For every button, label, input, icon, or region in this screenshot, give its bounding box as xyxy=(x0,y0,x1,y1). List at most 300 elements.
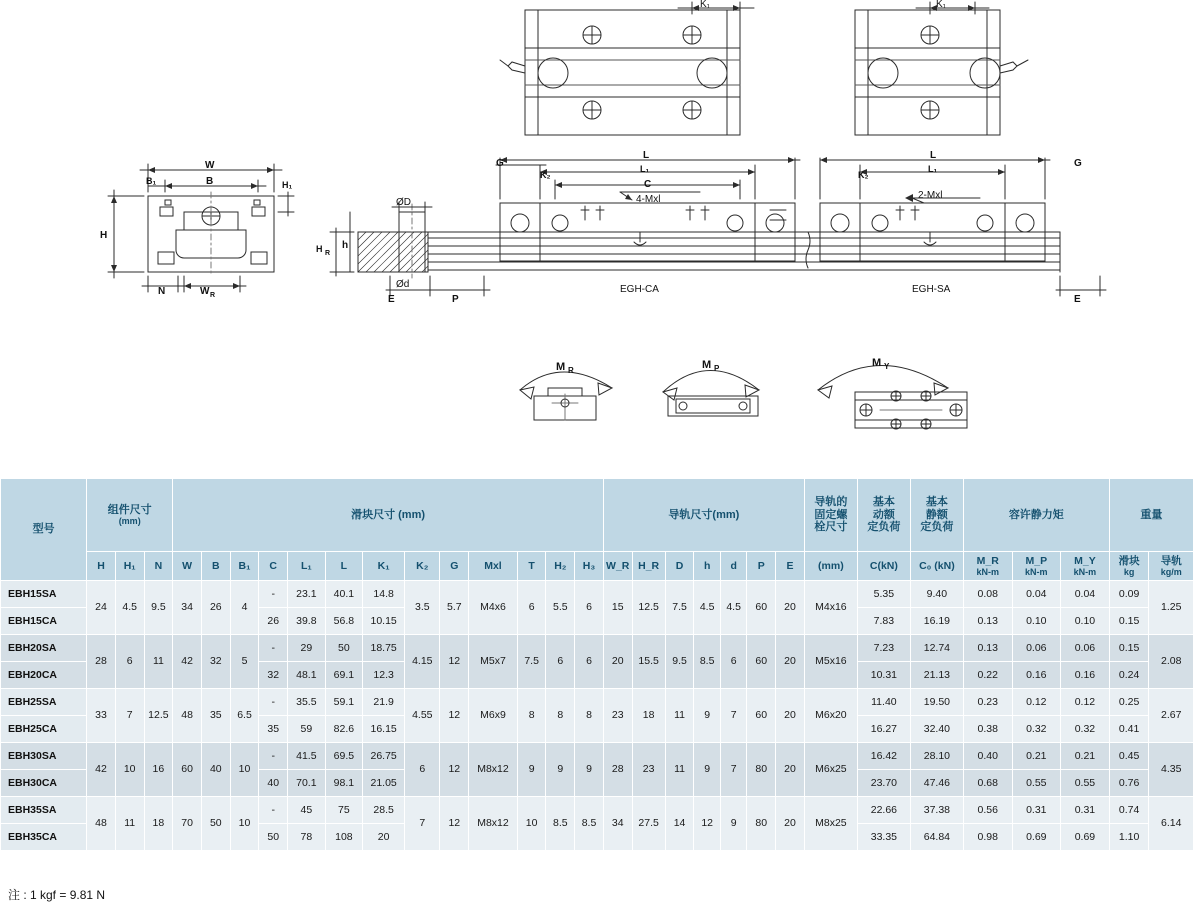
cell-N: 11 xyxy=(144,635,173,689)
th-bolt-unit: (mm) xyxy=(804,552,857,581)
label-hr-sub: R xyxy=(325,250,331,257)
cell-T: 9 xyxy=(517,743,546,797)
cell-bolt: M8x25 xyxy=(804,797,857,851)
cell-h: 4.5 xyxy=(694,581,721,635)
cell-K1: 16.15 xyxy=(363,716,405,743)
label-k1-right: K₁ xyxy=(936,0,947,10)
cell-K2: 4.15 xyxy=(405,635,440,689)
cell-w_block: 0.15 xyxy=(1109,635,1149,662)
cell-P: 80 xyxy=(747,743,776,797)
cell-w_block: 1.10 xyxy=(1109,824,1149,851)
cell-C0: 12.74 xyxy=(910,635,963,662)
cell-MY: 0.31 xyxy=(1061,797,1110,824)
th-sta-l1: 基本 xyxy=(925,496,948,509)
cell-C0: 9.40 xyxy=(910,581,963,608)
th-mr xyxy=(963,552,1012,581)
cell-L: 69.5 xyxy=(325,743,363,770)
th-sta-l3: 定负荷 xyxy=(920,521,954,534)
label-mr: M xyxy=(556,361,566,373)
cell-bolt: M5x16 xyxy=(804,635,857,689)
cell-w_block: 0.09 xyxy=(1109,581,1149,608)
label-c: C xyxy=(644,179,652,190)
cell-MR: 0.22 xyxy=(963,662,1012,689)
label-my-sub: Y xyxy=(884,362,890,371)
th-h: h xyxy=(694,552,721,581)
label-l1-right: L₁ xyxy=(928,164,938,174)
cell-C0: 19.50 xyxy=(910,689,963,716)
th-P: P xyxy=(747,552,776,581)
table-row xyxy=(1,689,1194,716)
cell-C_dyn: 11.40 xyxy=(857,689,910,716)
th-mp-unit: kN-m xyxy=(1025,566,1048,577)
label-e-right: E xyxy=(1074,294,1081,305)
th-E: E xyxy=(776,552,805,581)
th-my-unit: kN-m xyxy=(1073,566,1097,577)
cell-K1: 28.5 xyxy=(363,797,405,824)
cell-WR: 23 xyxy=(603,689,632,743)
cell-MY: 0.32 xyxy=(1061,716,1110,743)
cell-K1: 20 xyxy=(363,824,405,851)
cell-bolt: M6x20 xyxy=(804,689,857,743)
label-l-left: L xyxy=(643,150,650,161)
th-B: B xyxy=(201,552,230,581)
th-weight-rail-label: 导轨 xyxy=(1160,554,1182,567)
cell-MP: 0.16 xyxy=(1012,662,1061,689)
cell-N: 18 xyxy=(144,797,173,851)
th-H2: H₂ xyxy=(546,552,575,581)
cell-w_block: 0.15 xyxy=(1109,608,1149,635)
side-view-ca xyxy=(330,157,1060,296)
th-dyn-l2: 动额 xyxy=(872,508,895,521)
footnote: 注 : 1 kgf = 9.81 N xyxy=(8,888,106,902)
cell-L1: 23.1 xyxy=(288,581,326,608)
th-weight-rail-unit: kg/m xyxy=(1160,566,1182,577)
cell-B1: 4 xyxy=(230,581,259,635)
cell-MY: 0.21 xyxy=(1061,743,1110,770)
cell-MR: 0.38 xyxy=(963,716,1012,743)
cell-w_rail: 4.35 xyxy=(1149,743,1194,797)
cell-model: EBH20SA xyxy=(1,635,87,662)
cell-C: - xyxy=(259,797,288,824)
cell-P: 60 xyxy=(747,635,776,689)
label-2mxl: 2-Mxl xyxy=(918,190,943,201)
section-view-front xyxy=(108,164,294,292)
cell-d: 9 xyxy=(720,797,747,851)
cell-h: 8.5 xyxy=(694,635,721,689)
cell-W: 42 xyxy=(173,635,202,689)
cell-H2: 8.5 xyxy=(546,797,575,851)
cell-C0: 16.19 xyxy=(910,608,963,635)
cell-L1: 35.5 xyxy=(288,689,326,716)
cell-L: 50 xyxy=(325,635,363,662)
label-egh-sa: EGH-SA xyxy=(912,284,951,295)
th-my-label: M_Y xyxy=(1074,554,1096,567)
cell-model: EBH15SA xyxy=(1,581,87,608)
label-h-small: h xyxy=(342,240,349,251)
cell-MP: 0.55 xyxy=(1012,770,1061,797)
cell-MP: 0.32 xyxy=(1012,716,1061,743)
cell-K1: 14.8 xyxy=(363,581,405,608)
cell-MY: 0.04 xyxy=(1061,581,1110,608)
cell-W: 60 xyxy=(173,743,202,797)
cell-L: 69.1 xyxy=(325,662,363,689)
cell-C_dyn: 16.27 xyxy=(857,716,910,743)
cell-C0: 47.46 xyxy=(910,770,963,797)
cell-MP: 0.31 xyxy=(1012,797,1061,824)
table-head xyxy=(1,479,1194,581)
th-K1: K₁ xyxy=(363,552,405,581)
th-dyn-l1: 基本 xyxy=(872,496,895,509)
table-row xyxy=(1,743,1194,770)
th-L: L xyxy=(325,552,363,581)
th-WR: W_R xyxy=(603,552,632,581)
cell-Mxl: M4x6 xyxy=(469,581,518,635)
cell-B1: 10 xyxy=(230,797,259,851)
th-K2: K₂ xyxy=(405,552,440,581)
th-H3: H₃ xyxy=(575,552,604,581)
cell-Mxl: M5x7 xyxy=(469,635,518,689)
cell-L1: 70.1 xyxy=(288,770,326,797)
label-wr: W xyxy=(200,286,210,297)
cell-B1: 5 xyxy=(230,635,259,689)
th-rail-bolt-l3: 栓尺寸 xyxy=(814,521,848,534)
cell-L: 108 xyxy=(325,824,363,851)
table-body xyxy=(1,581,1194,851)
moment-diagrams xyxy=(520,365,967,429)
cell-MR: 0.68 xyxy=(963,770,1012,797)
cell-h: 9 xyxy=(694,743,721,797)
cell-H2: 5.5 xyxy=(546,581,575,635)
cell-E: 20 xyxy=(776,581,805,635)
cell-WR: 15 xyxy=(603,581,632,635)
cell-H2: 6 xyxy=(546,635,575,689)
label-hr: H xyxy=(316,244,323,254)
th-Mxl: Mxl xyxy=(469,552,518,581)
th-weight-block xyxy=(1109,552,1149,581)
th-HR: H_R xyxy=(632,552,665,581)
th-weight-block-unit: kg xyxy=(1123,566,1135,577)
th-L1: L₁ xyxy=(288,552,326,581)
label-p: P xyxy=(452,294,459,305)
cell-L: 59.1 xyxy=(325,689,363,716)
cell-bolt: M6x25 xyxy=(804,743,857,797)
cell-H: 42 xyxy=(87,743,116,797)
cell-L: 75 xyxy=(325,797,363,824)
th-dyn-unit: C(kN) xyxy=(857,552,910,581)
cell-G: 5.7 xyxy=(440,581,469,635)
cell-B1: 10 xyxy=(230,743,259,797)
cell-w_block: 0.25 xyxy=(1109,689,1149,716)
cell-C_dyn: 7.23 xyxy=(857,635,910,662)
cell-h: 12 xyxy=(694,797,721,851)
th-H: H xyxy=(87,552,116,581)
cell-H1: 4.5 xyxy=(115,581,144,635)
cell-L: 82.6 xyxy=(325,716,363,743)
cell-H: 24 xyxy=(87,581,116,635)
th-D: D xyxy=(665,552,694,581)
cell-H1: 6 xyxy=(115,635,144,689)
top-view-ca xyxy=(500,2,754,135)
cell-MP: 0.04 xyxy=(1012,581,1061,608)
th-B1: B₁ xyxy=(230,552,259,581)
cell-B: 40 xyxy=(201,743,230,797)
table-row xyxy=(1,581,1194,608)
th-my xyxy=(1061,552,1110,581)
cell-K1: 18.75 xyxy=(363,635,405,662)
cell-C0: 28.10 xyxy=(910,743,963,770)
th-G: G xyxy=(440,552,469,581)
label-h: H xyxy=(100,230,108,241)
table-row xyxy=(1,635,1194,662)
cell-model: EBH35SA xyxy=(1,797,87,824)
cell-MR: 0.56 xyxy=(963,797,1012,824)
cell-model: EBH20CA xyxy=(1,662,87,689)
cell-W: 70 xyxy=(173,797,202,851)
cell-w_rail: 1.25 xyxy=(1149,581,1194,635)
cell-E: 20 xyxy=(776,635,805,689)
cell-C_dyn: 23.70 xyxy=(857,770,910,797)
cell-w_block: 0.76 xyxy=(1109,770,1149,797)
cell-model: EBH15CA xyxy=(1,608,87,635)
cell-K1: 21.05 xyxy=(363,770,405,797)
cell-L: 40.1 xyxy=(325,581,363,608)
label-mp: M xyxy=(702,359,712,371)
label-b1: B₁ xyxy=(146,176,157,186)
cell-L: 56.8 xyxy=(325,608,363,635)
cell-MP: 0.21 xyxy=(1012,743,1061,770)
cell-E: 20 xyxy=(776,797,805,851)
cell-D: 11 xyxy=(665,689,694,743)
cell-L1: 78 xyxy=(288,824,326,851)
th-moment: 容许静力矩 xyxy=(963,479,1109,552)
label-k2-left: K₂ xyxy=(540,170,551,180)
cell-d: 4.5 xyxy=(720,581,747,635)
cell-B: 32 xyxy=(201,635,230,689)
cell-P: 80 xyxy=(747,797,776,851)
cell-MY: 0.12 xyxy=(1061,689,1110,716)
cell-K1: 21.9 xyxy=(363,689,405,716)
th-N: N xyxy=(144,552,173,581)
cell-L1: 59 xyxy=(288,716,326,743)
cell-W: 34 xyxy=(173,581,202,635)
cell-G: 12 xyxy=(440,689,469,743)
cell-K2: 7 xyxy=(405,797,440,851)
th-rail-bolt-l1: 导轨的 xyxy=(814,496,848,509)
cell-H1: 10 xyxy=(115,743,144,797)
label-od-small: Ød xyxy=(396,279,410,290)
cell-B: 35 xyxy=(201,689,230,743)
cell-C: 32 xyxy=(259,662,288,689)
cell-H3: 6 xyxy=(575,581,604,635)
cell-D: 9.5 xyxy=(665,635,694,689)
cell-H3: 9 xyxy=(575,743,604,797)
cell-H3: 8.5 xyxy=(575,797,604,851)
cell-w_block: 0.24 xyxy=(1109,662,1149,689)
cell-C_dyn: 5.35 xyxy=(857,581,910,608)
cell-bolt: M4x16 xyxy=(804,581,857,635)
label-e-left: E xyxy=(388,294,395,305)
cell-C: 35 xyxy=(259,716,288,743)
label-n: N xyxy=(158,286,166,297)
th-C: C xyxy=(259,552,288,581)
th-H1: H₁ xyxy=(115,552,144,581)
cell-D: 7.5 xyxy=(665,581,694,635)
cell-T: 8 xyxy=(517,689,546,743)
th-static-load xyxy=(910,479,963,552)
cell-H2: 9 xyxy=(546,743,575,797)
cell-d: 6 xyxy=(720,635,747,689)
cell-L1: 41.5 xyxy=(288,743,326,770)
cell-w_block: 0.45 xyxy=(1109,743,1149,770)
cell-C_dyn: 22.66 xyxy=(857,797,910,824)
cell-HR: 27.5 xyxy=(632,797,665,851)
cell-H3: 6 xyxy=(575,635,604,689)
label-egh-ca: EGH-CA xyxy=(620,284,659,295)
cell-d: 7 xyxy=(720,689,747,743)
cell-WR: 20 xyxy=(603,635,632,689)
cell-H3: 8 xyxy=(575,689,604,743)
cell-MP: 0.06 xyxy=(1012,635,1061,662)
th-sta-unit: C₀ (kN) xyxy=(910,552,963,581)
th-rail-bolt xyxy=(804,479,857,552)
cell-N: 12.5 xyxy=(144,689,173,743)
cell-C: - xyxy=(259,689,288,716)
cell-HR: 15.5 xyxy=(632,635,665,689)
cell-MY: 0.16 xyxy=(1061,662,1110,689)
table-row xyxy=(1,797,1194,824)
cell-E: 20 xyxy=(776,743,805,797)
cell-L: 98.1 xyxy=(325,770,363,797)
cell-H: 28 xyxy=(87,635,116,689)
label-w: W xyxy=(205,160,215,171)
label-od: ØD xyxy=(396,197,411,208)
label-g-left: G xyxy=(496,158,504,169)
cell-model: EBH25SA xyxy=(1,689,87,716)
cell-model: EBH30SA xyxy=(1,743,87,770)
cell-C_dyn: 7.83 xyxy=(857,608,910,635)
cell-w_rail: 2.08 xyxy=(1149,635,1194,689)
cell-G: 12 xyxy=(440,797,469,851)
th-weight-block-label: 滑块 xyxy=(1118,554,1140,567)
cell-Mxl: M6x9 xyxy=(469,689,518,743)
cell-WR: 28 xyxy=(603,743,632,797)
th-weight: 重量 xyxy=(1109,479,1193,552)
label-my: M xyxy=(872,357,882,369)
cell-d: 7 xyxy=(720,743,747,797)
cell-C_dyn: 33.35 xyxy=(857,824,910,851)
cell-L1: 48.1 xyxy=(288,662,326,689)
label-mr-sub: R xyxy=(568,366,574,375)
spec-table-container xyxy=(0,478,1194,851)
cell-H1: 7 xyxy=(115,689,144,743)
cell-P: 60 xyxy=(747,689,776,743)
th-group-dim-l1: 组件尺寸 xyxy=(107,503,152,516)
cell-w_rail: 6.14 xyxy=(1149,797,1194,851)
cell-HR: 23 xyxy=(632,743,665,797)
th-dynamic-load xyxy=(857,479,910,552)
cell-L1: 29 xyxy=(288,635,326,662)
th-sta-l2: 静额 xyxy=(925,508,948,521)
cell-N: 9.5 xyxy=(144,581,173,635)
th-mr-unit: kN-m xyxy=(976,566,999,577)
cell-H1: 11 xyxy=(115,797,144,851)
cell-C0: 64.84 xyxy=(910,824,963,851)
cell-model: EBH25CA xyxy=(1,716,87,743)
cell-HR: 12.5 xyxy=(632,581,665,635)
cell-D: 11 xyxy=(665,743,694,797)
cell-C0: 21.13 xyxy=(910,662,963,689)
label-b: B xyxy=(206,176,214,187)
th-mp-label: M_P xyxy=(1025,554,1048,567)
cell-w_block: 0.74 xyxy=(1109,797,1149,824)
cell-G: 12 xyxy=(440,635,469,689)
th-T: T xyxy=(517,552,546,581)
cell-K2: 6 xyxy=(405,743,440,797)
th-group-dim-l2: (mm) xyxy=(118,516,141,527)
cell-MY: 0.06 xyxy=(1061,635,1110,662)
cell-C0: 32.40 xyxy=(910,716,963,743)
top-view-sa xyxy=(855,2,1028,135)
th-rail-bolt-l2: 固定螺 xyxy=(814,508,848,521)
cell-T: 10 xyxy=(517,797,546,851)
cell-G: 12 xyxy=(440,743,469,797)
label-g-right: G xyxy=(1074,158,1082,169)
th-block-dim: 滑块尺寸 (mm) xyxy=(173,479,604,552)
cell-model: EBH35CA xyxy=(1,824,87,851)
label-k1-left: K₁ xyxy=(700,0,711,10)
cell-C: 50 xyxy=(259,824,288,851)
cell-H2: 8 xyxy=(546,689,575,743)
cell-MR: 0.13 xyxy=(963,608,1012,635)
cell-W: 48 xyxy=(173,689,202,743)
cell-MR: 0.13 xyxy=(963,635,1012,662)
cell-K1: 12.3 xyxy=(363,662,405,689)
cell-B: 50 xyxy=(201,797,230,851)
cell-MR: 0.08 xyxy=(963,581,1012,608)
th-dyn-l3: 定负荷 xyxy=(867,521,901,534)
cell-L1: 39.8 xyxy=(288,608,326,635)
th-d: d xyxy=(720,552,747,581)
cell-K1: 10.15 xyxy=(363,608,405,635)
cell-C: 40 xyxy=(259,770,288,797)
label-l1-left: L₁ xyxy=(640,164,650,174)
cell-MR: 0.98 xyxy=(963,824,1012,851)
label-mp-sub: P xyxy=(714,364,720,373)
cell-P: 60 xyxy=(747,581,776,635)
specification-table xyxy=(0,478,1194,851)
cell-WR: 34 xyxy=(603,797,632,851)
cell-h: 9 xyxy=(694,689,721,743)
cell-C0: 37.38 xyxy=(910,797,963,824)
cell-E: 20 xyxy=(776,689,805,743)
th-mp xyxy=(1012,552,1061,581)
cell-C: - xyxy=(259,635,288,662)
cell-K2: 3.5 xyxy=(405,581,440,635)
cell-C: 26 xyxy=(259,608,288,635)
cell-model: EBH30CA xyxy=(1,770,87,797)
th-W: W xyxy=(173,552,202,581)
th-rail-dim: 导轨尺寸(mm) xyxy=(603,479,804,552)
cell-MP: 0.69 xyxy=(1012,824,1061,851)
th-mr-label: M_R xyxy=(976,554,999,567)
label-wr-sub: R xyxy=(210,292,216,299)
cell-H: 33 xyxy=(87,689,116,743)
cell-H: 48 xyxy=(87,797,116,851)
cell-MR: 0.23 xyxy=(963,689,1012,716)
cell-w_rail: 2.67 xyxy=(1149,689,1194,743)
cell-D: 14 xyxy=(665,797,694,851)
cell-C_dyn: 16.42 xyxy=(857,743,910,770)
